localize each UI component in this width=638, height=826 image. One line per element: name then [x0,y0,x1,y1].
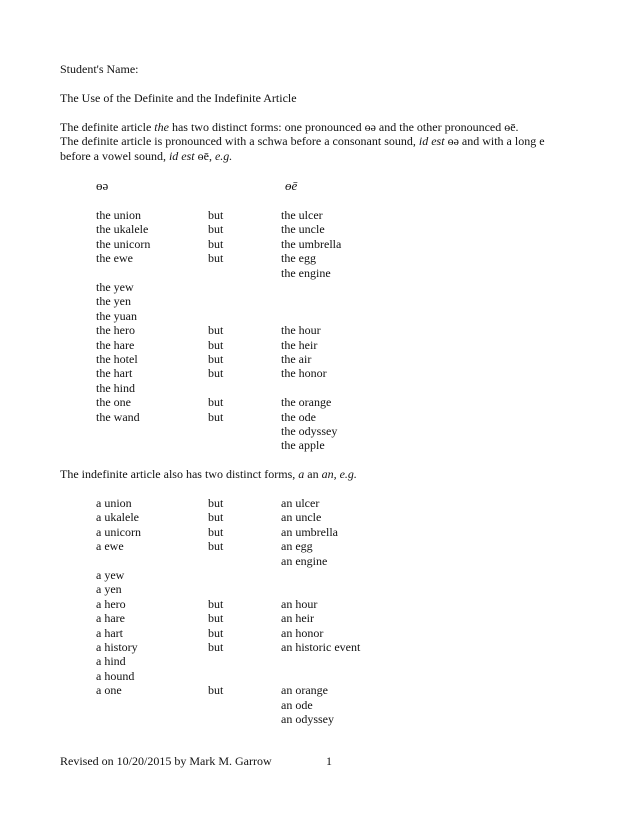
right-form: an honor [281,625,324,640]
left-form: a ukalele [96,510,139,525]
page-number: 1 [326,754,332,768]
right-form: the apple [281,438,325,453]
left-form: the yew [96,280,134,294]
indefinite-row [0,510,638,524]
right-form: the engine [281,265,331,280]
right-form: the egg [281,251,316,266]
intro-line-3: before a vowel sound, id est ɵē, e.g. [60,148,233,163]
left-form: a yew [96,568,125,582]
definite-row [0,280,638,294]
left-form: the hero [96,323,135,338]
left-form: a hound [96,668,135,683]
definite-row [0,424,638,438]
definite-row [0,294,638,308]
right-form: an engine [281,553,328,568]
right-form: an ode [281,697,313,712]
right-form: an ulcer [281,496,320,510]
intro-line-1: The definite article the has two distinct forms: one pronounced ɵə and the other pronounced ɵē. [60,120,519,134]
but-word: but [208,524,224,539]
indefinite-row [0,582,638,596]
right-form: an uncle [281,510,322,525]
definite-row [0,323,638,337]
right-form: an umbrella [281,524,338,539]
definite-row [0,237,638,251]
indefinite-row [0,554,638,568]
definite-row [0,309,638,323]
left-form: the wand [96,409,140,424]
left-form: a history [96,640,138,654]
definite-row [0,366,638,380]
definite-row [0,222,638,236]
definite-row [0,208,638,222]
but-word: but [208,208,224,222]
left-form: a hart [96,625,123,640]
column-head-schwa: ɵə [96,178,109,193]
indefinite-row [0,640,638,654]
definite-row [0,338,638,352]
but-word: but [208,496,224,510]
definite-row [0,352,638,366]
definite-row [0,381,638,395]
but-word: but [208,251,224,266]
but-word: but [208,395,224,410]
but-word: but [208,222,224,237]
but-word: but [208,409,224,424]
definite-row [0,410,638,424]
left-form: the ewe [96,251,133,266]
but-word: but [208,625,224,640]
right-form: an odyssey [281,712,334,726]
but-word: but [208,366,224,381]
definite-row [0,395,638,409]
left-form: a ewe [96,539,124,554]
definite-row [0,251,638,265]
right-form: the heir [281,337,318,352]
definite-row [0,266,638,280]
document-title: The Use of the Definite and the Indefinite Article [60,91,297,105]
intro-paragraph [60,120,580,163]
intro-line-2: The definite article is pronounced with a schwa before a consonant sound, id est ɵə and with a long e [60,134,545,149]
left-form: the hare [96,337,135,352]
right-form: the air [281,352,312,366]
left-form: the hind [96,380,135,395]
but-word: but [208,640,224,654]
indefinite-row [0,712,638,726]
left-form: the yuan [96,308,137,323]
indefinite-row [0,525,638,539]
student-name-label: Student's Name: [60,62,139,76]
indefinite-row [0,698,638,712]
left-form: the yen [96,294,131,309]
right-form: an orange [281,683,328,698]
left-form: a hare [96,611,125,626]
left-form: the ukalele [96,222,149,237]
right-form: the uncle [281,222,325,237]
right-form: an hour [281,596,318,611]
left-form: the hart [96,366,133,381]
column-head-long-e: ɵē [285,178,298,193]
left-form: the one [96,395,131,410]
indefinite-intro: The indefinite article also has two distinct forms, a an an, e.g. [60,467,357,481]
right-form: the odyssey [281,424,338,438]
but-word: but [208,236,224,251]
but-word: but [208,323,224,338]
left-form: a one [96,683,122,698]
indefinite-row [0,496,638,510]
but-word: but [208,683,224,698]
left-form: a yen [96,582,122,597]
but-word: but [208,596,224,611]
left-form: a union [96,496,132,510]
right-form: the ode [281,409,316,424]
left-form: a hind [96,654,126,669]
indefinite-row [0,539,638,553]
indefinite-row [0,669,638,683]
left-form: a hero [96,596,126,611]
indefinite-row [0,683,638,697]
left-form: the union [96,208,141,222]
indefinite-row [0,611,638,625]
definite-row [0,438,638,452]
right-form: the orange [281,395,332,410]
but-word: but [208,611,224,626]
but-word: but [208,352,224,366]
right-form: an historic event [281,640,361,654]
indefinite-row [0,654,638,668]
indefinite-row [0,568,638,582]
right-form: the umbrella [281,236,342,251]
left-form: a unicorn [96,524,141,539]
but-word: but [208,539,224,554]
left-form: the unicorn [96,236,151,251]
right-form: the honor [281,366,327,381]
right-form: an heir [281,611,314,626]
right-form: the ulcer [281,208,323,222]
footer-revised: Revised on 10/20/2015 by Mark M. Garrow [60,754,272,768]
but-word: but [208,510,224,525]
indefinite-row [0,626,638,640]
left-form: the hotel [96,352,138,366]
indefinite-row [0,597,638,611]
right-form: an egg [281,539,313,554]
but-word: but [208,337,224,352]
right-form: the hour [281,323,321,338]
